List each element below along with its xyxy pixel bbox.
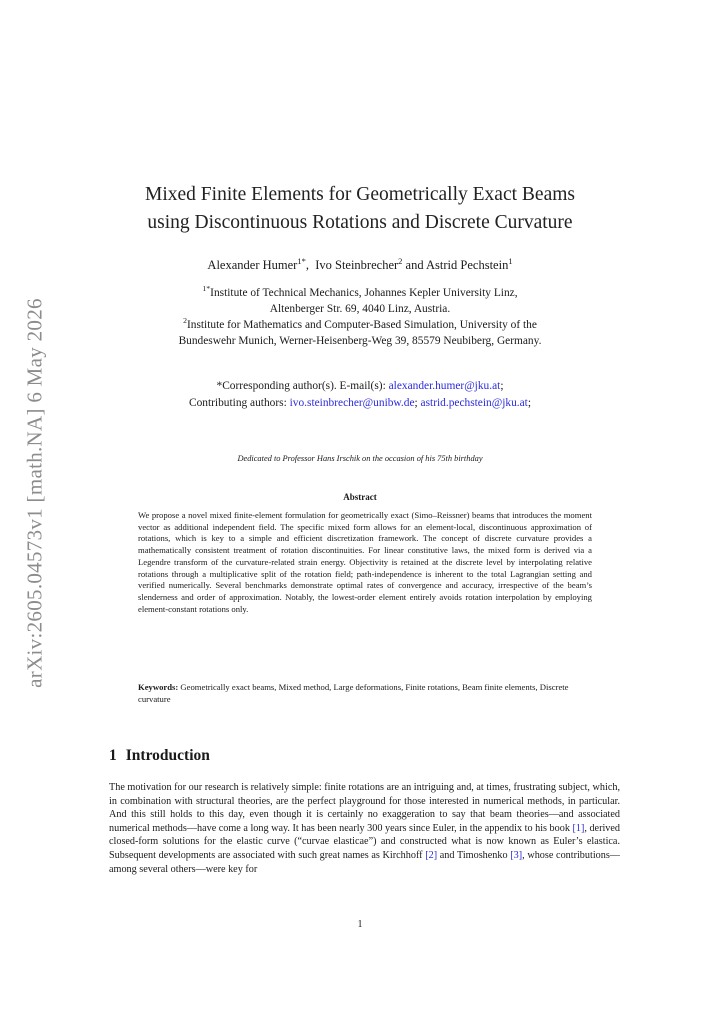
contact-info bbox=[0, 378, 720, 412]
title-line-2: using Discontinuous Rotations and Discrete Curvature bbox=[147, 212, 573, 233]
keywords-label: Keywords: bbox=[138, 682, 179, 692]
author-name: Ivo Steinbrecher bbox=[315, 258, 399, 272]
keywords-text: Geometrically exact beams, Mixed method, Large deformations, Finite rotations, Beam finite elements, Discrete curvature bbox=[138, 682, 569, 704]
author-sup: 2 bbox=[398, 255, 403, 266]
intro-text: The motivation for our research is relatively simple: finite rotations are an intriguing and, at times, frustrating subject, which, in combination with structural theories, are the perfect playground for those interested in numerical methods, in particular. And this still holds to this day, even though it is certainly no exaggeration to say that beam theories—and associated numerical methods—have come a long way. It has been nearly 300 years since Euler, in the appendix to his book bbox=[109, 782, 620, 834]
email-separator: ; bbox=[500, 380, 504, 392]
affiliation-1 bbox=[0, 285, 720, 301]
abstract-heading: Abstract bbox=[343, 492, 377, 502]
email-separator: ; bbox=[414, 397, 418, 409]
affiliation-line: Altenberger Str. 69, 4040 Linz, Austria. bbox=[269, 303, 451, 315]
affiliation-sup: 2 bbox=[183, 316, 187, 326]
abstract-text: We propose a novel mixed finite-element formulation for geometrically exact (Simo–Reissner) beams that introduces the moment vector as additional independent field. The specific mixed form allows for an element-local, discontinuous approximation of rotations, which is key to a simple and efficient discretization framework. The concept of discrete curvature provides a mathematically consistent treatment of rotation discontinuities. For linear constitutive laws, the mixed form is derived via a Legendre transform of the curvature-related strain energy. Objectivity is retained at the discrete level by interpolating relative rotations through a multiplicative split of the rotation field; path-independence is inherent to the total Lagrangian setting and verified numerically. Several benchmarks demonstrate optimal rates of convergence and accuracy, irrespective of the beam’s slenderness and order of approximation. Notably, the lowest-order element entirely avoids rotation interpolation by employing element-constant rotations only. bbox=[138, 510, 592, 614]
citation-link[interactable]: [1] bbox=[572, 822, 585, 834]
affiliation-sup: 1* bbox=[202, 284, 211, 294]
author-name: Astrid Pechstein bbox=[426, 258, 509, 272]
paper-title bbox=[0, 181, 720, 237]
section-heading bbox=[109, 747, 210, 765]
author-name: Alexander Humer bbox=[207, 258, 298, 272]
page-number: 1 bbox=[357, 919, 363, 930]
contributing-email-link[interactable]: astrid.pechstein@jku.at bbox=[420, 397, 528, 409]
arxiv-stamp: arXiv:2605.04573v1 [math.NA] 6 May 2026 bbox=[22, 298, 47, 688]
corresponding-label: *Corresponding author(s). E-mail(s): bbox=[216, 380, 386, 392]
intro-text: , whose contributions—among several others—were key for bbox=[109, 849, 620, 875]
author-sup: 1* bbox=[297, 255, 306, 266]
affiliation-line: Bundeswehr Munich, Werner-Heisenberg-Weg 39, 85579 Neubiberg, Germany. bbox=[178, 335, 542, 347]
corresponding-email-link[interactable]: alexander.humer@jku.at bbox=[388, 380, 501, 392]
email-separator: ; bbox=[527, 397, 532, 409]
citation-link[interactable]: [3] bbox=[510, 849, 523, 861]
dedication: Dedicated to Professor Hans Irschik on the occasion of his 75th birthday bbox=[237, 454, 483, 463]
intro-paragraph bbox=[109, 781, 620, 876]
author-sup: 1 bbox=[508, 255, 513, 266]
affiliations bbox=[0, 285, 720, 349]
author-list bbox=[0, 255, 720, 273]
intro-text: and Timoshenko bbox=[437, 849, 511, 861]
title-line-1: Mixed Finite Elements for Geometrically Exact Beams bbox=[145, 184, 575, 205]
affiliation-line: Institute of Technical Mechanics, Johannes Kepler University Linz, bbox=[210, 287, 518, 299]
affiliation-line: Institute for Mathematics and Computer-Based Simulation, University of the bbox=[186, 319, 537, 331]
affiliation-2 bbox=[0, 317, 720, 333]
contributing-email-link[interactable]: ivo.steinbrecher@unibw.de bbox=[289, 397, 415, 409]
author-separator: and bbox=[405, 258, 424, 272]
section-number: 1 bbox=[109, 747, 117, 764]
contributing-label: Contributing authors: bbox=[188, 397, 287, 409]
keywords bbox=[138, 682, 592, 705]
citation-link[interactable]: [2] bbox=[425, 849, 438, 861]
intro-text: , derived closed-form solutions for the elastic curve (“curvae elasticae”) and constructed what is now known as Euler’s elastica. Subsequent developments are associated with such great names as Kirchhoff bbox=[109, 822, 621, 861]
author-separator: , bbox=[305, 258, 309, 272]
section-title: Introduction bbox=[125, 747, 210, 764]
